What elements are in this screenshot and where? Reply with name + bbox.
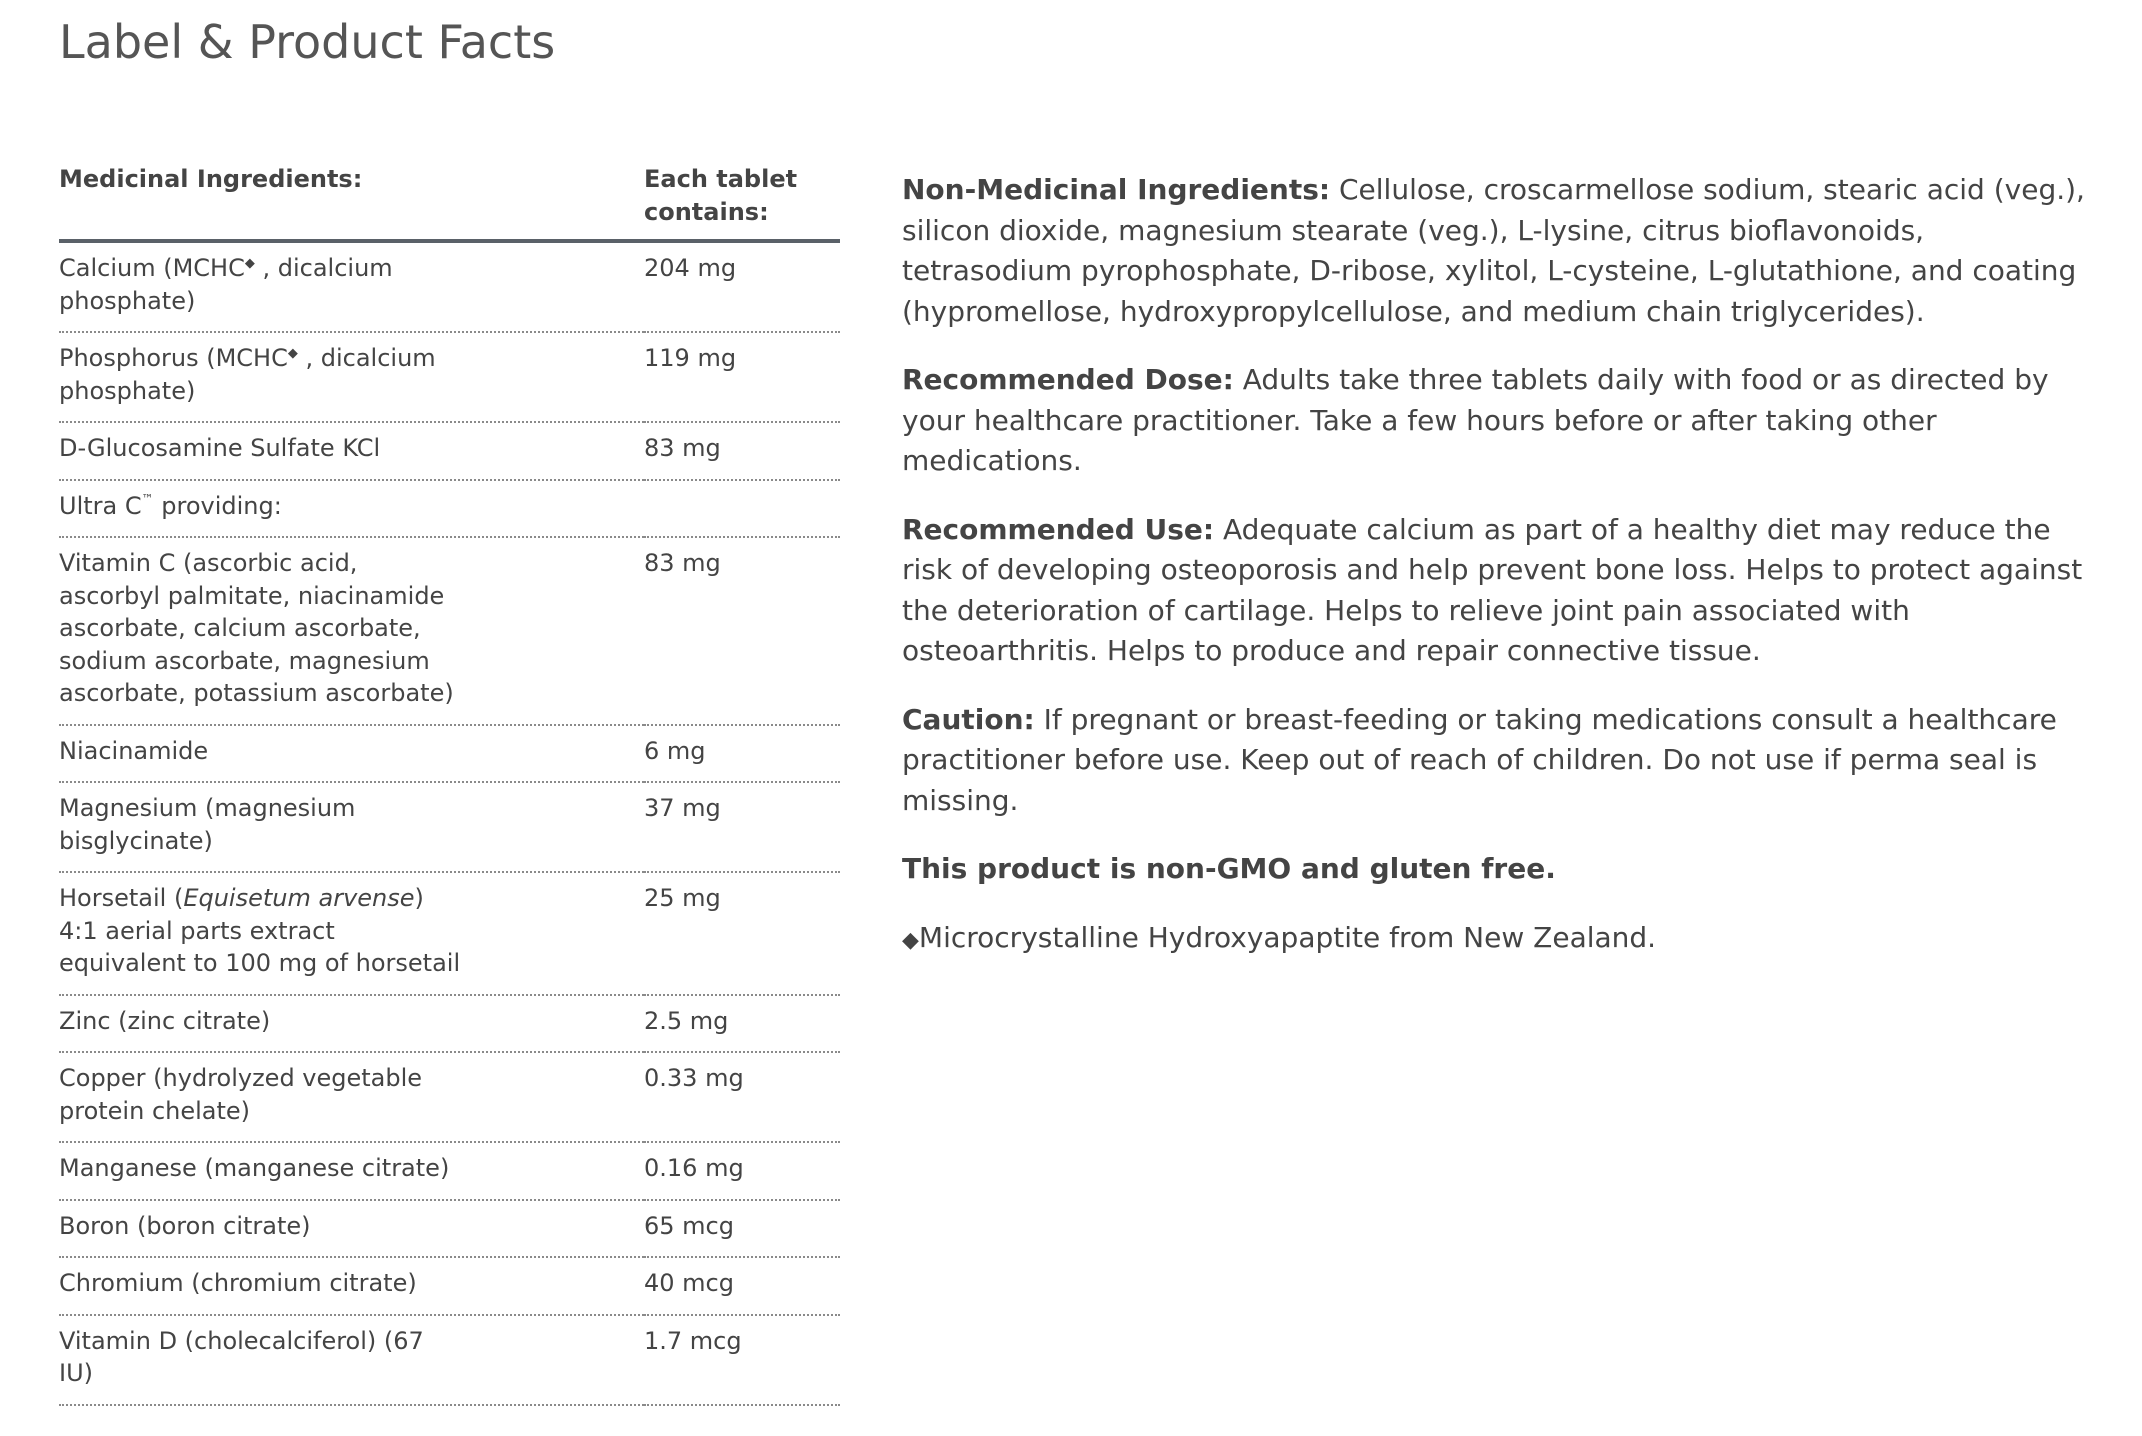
gmo-statement (902, 849, 2092, 890)
caution (902, 700, 2092, 822)
gmo-statement-text: This product is non-GMO and gluten free. (902, 852, 1556, 885)
diamond-icon: ◆ (902, 927, 919, 953)
ingredient-amount: 0.16 mg (644, 1142, 840, 1200)
recommended-use-label: Recommended Use: (902, 512, 1215, 546)
ingredient-amount: 40 mcg (644, 1257, 840, 1315)
ingredient-name-text: Horsetail ( (59, 884, 184, 912)
diamond-footnote-marker: ◆ (287, 346, 298, 361)
column-header-amount: Each tablet contains: (644, 160, 840, 241)
table-row (59, 422, 840, 480)
ingredient-name (59, 480, 644, 538)
ingredient-amount: 83 mg (644, 422, 840, 480)
medicinal-ingredients-table (59, 160, 840, 1406)
table-header-row (59, 160, 840, 241)
ingredient-amount (644, 480, 840, 538)
ingredient-amount: 0.33 mg (644, 1052, 840, 1142)
table-row (59, 1052, 840, 1142)
ingredient-amount: 25 mg (644, 872, 840, 995)
ingredient-name: Niacinamide (59, 725, 644, 783)
table-row (59, 1142, 840, 1200)
ingredient-name: D-Glucosamine Sulfate KCl (59, 422, 644, 480)
ingredient-amount: 6 mg (644, 725, 840, 783)
diamond-footnote-marker: ◆ (244, 256, 255, 271)
ingredient-name: Chromium (chromium citrate) (59, 1257, 644, 1315)
ingredient-name: Boron (boron citrate) (59, 1200, 644, 1258)
footnote-text: Microcrystalline Hydroxyapaptite from New Zealand. (918, 920, 1657, 954)
table-row (59, 537, 840, 725)
table-row (59, 872, 840, 995)
table-row (59, 725, 840, 783)
ingredient-name-text: , dicalcium phosphate) (59, 254, 393, 315)
table-row (59, 1200, 840, 1258)
ingredient-name: Zinc (zinc citrate) (59, 995, 644, 1053)
trademark-symbol: ™ (141, 491, 154, 506)
caution-label: Caution: (902, 702, 1035, 736)
table-row (59, 480, 840, 538)
ingredient-amount: 65 mcg (644, 1200, 840, 1258)
non-medicinal-ingredients-text: Cellulose, croscarmellose sodium, stearic acid (veg.), silicon dioxide, magnesium stearate (veg.), L-lysine, citrus bioflavonoids, tetrasodium pyrophosphate, D-ribose, xylitol, L-cysteine, L-glutathione, and coating (hypromellose, hydroxypropylcellulose, and medium chain triglycerides). (902, 173, 2085, 328)
ingredient-name-text: Phosphorus (MCHC (59, 344, 288, 372)
column-header-ingredients: Medicinal Ingredients: (59, 160, 644, 241)
ingredient-name: Magnesium (magnesium bisglycinate) (59, 782, 644, 872)
page-title: Label & Product Facts (59, 15, 556, 69)
recommended-dose (902, 360, 2092, 482)
non-medicinal-ingredients-label: Non-Medicinal Ingredients: (902, 173, 1331, 206)
product-info-column (902, 170, 2092, 989)
ingredient-name: Vitamin D (cholecalciferol) (67 IU) (59, 1315, 644, 1405)
table-row (59, 995, 840, 1053)
footnote (902, 918, 2092, 962)
recommended-use-text: Adequate calcium as part of a healthy diet may reduce the risk of developing osteoporosis and help prevent bone loss. Helps to protect against the deterioration of cartilage. Helps to relieve joint pain associated with osteoarthritis. Helps to produce and repair connective tissue. (902, 512, 2083, 667)
ingredient-name-text: Calcium (MCHC (59, 254, 245, 282)
ingredient-name-text: providing: (153, 491, 282, 520)
ingredient-amount: 1.7 mcg (644, 1315, 840, 1405)
ingredient-name: Copper (hydrolyzed vegetable protein chelate) (59, 1052, 644, 1142)
ingredient-name (59, 872, 644, 995)
ingredient-name-text: ) 4:1 aerial parts extract equivalent to 100 mg of horsetail (59, 884, 461, 977)
table-row (59, 241, 840, 332)
non-medicinal-ingredients (902, 170, 2092, 332)
ingredient-name (59, 241, 644, 332)
recommended-use (902, 510, 2092, 672)
ingredient-name-text: , dicalcium phosphate) (59, 344, 436, 405)
ingredient-amount: 83 mg (644, 537, 840, 725)
ingredient-name: Manganese (manganese citrate) (59, 1142, 644, 1200)
ingredient-name: Vitamin C (ascorbic acid, ascorbyl palmitate, niacinamide ascorbate, calcium ascorbate, sodium ascorbate, magnesium ascorbate, potassium ascorbate) (59, 537, 644, 725)
caution-text: If pregnant or breast-feeding or taking medications consult a healthcare practitioner before use. Keep out of reach of children. Do not use if perma seal is missing. (902, 702, 2057, 817)
ingredient-name-text: Ultra C (59, 491, 142, 520)
table-row (59, 1257, 840, 1315)
ingredient-amount: 37 mg (644, 782, 840, 872)
table-row (59, 782, 840, 872)
ingredient-amount: 119 mg (644, 332, 840, 422)
ingredient-amount: 204 mg (644, 241, 840, 332)
recommended-dose-label: Recommended Dose: (902, 363, 1234, 396)
ingredient-name (59, 332, 644, 422)
table-row (59, 1315, 840, 1405)
recommended-dose-text: Adults take three tablets daily with food or as directed by your healthcare practitioner. Take a few hours before or after taking other medications. (902, 363, 2049, 477)
table-row (59, 332, 840, 422)
ingredient-amount: 2.5 mg (644, 995, 840, 1053)
latin-species-name: Equisetum arvense (183, 884, 415, 912)
